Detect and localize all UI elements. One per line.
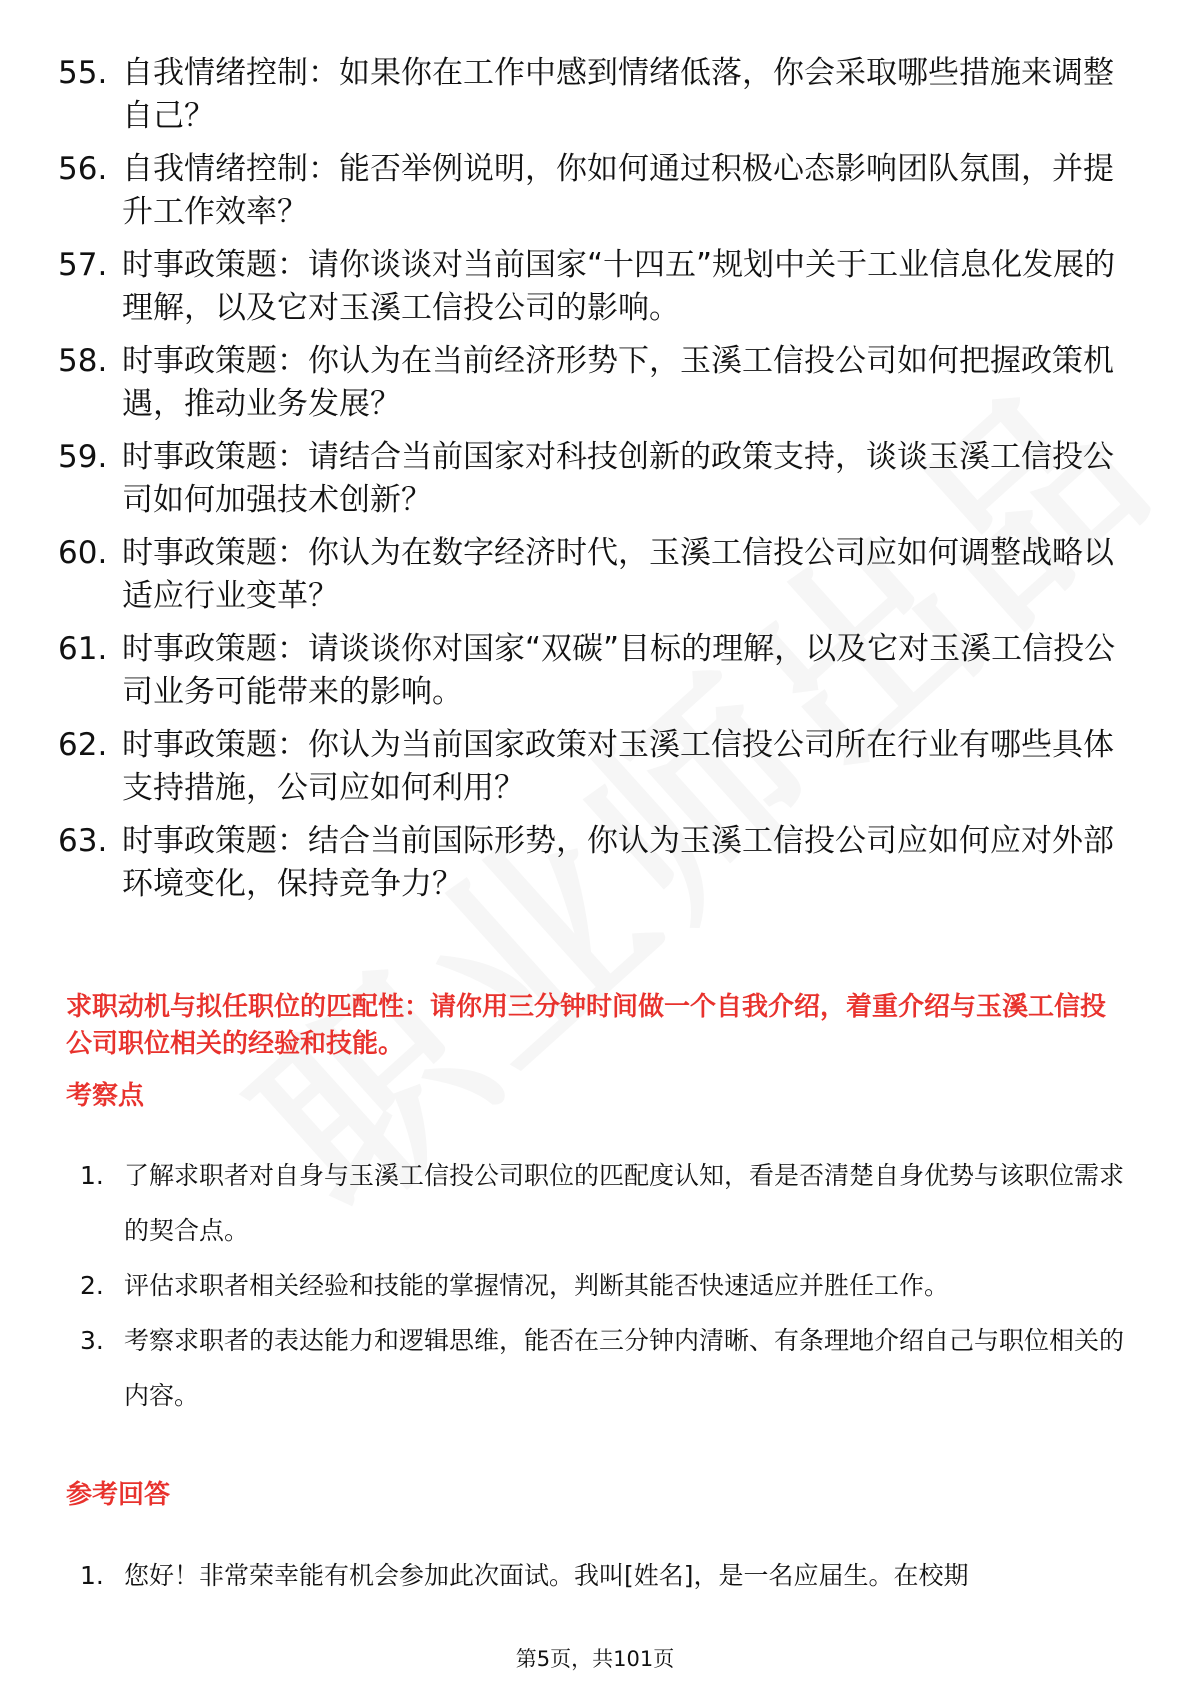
point-number: 3.	[80, 1326, 104, 1355]
list-item	[80, 1148, 1130, 1258]
list-item	[58, 244, 1138, 330]
answer-heading: 参考回答	[66, 1480, 171, 1510]
list-item	[58, 340, 1138, 426]
answer-text: 您好！非常荣幸能有机会参加此次面试。我叫[姓名]，是一名应届生。在校期	[124, 1561, 969, 1590]
section-title: 求职动机与拟任职位的匹配性：请你用三分钟时间做一个自我介绍，着重介绍与玉溪工信投公司职位相关的经验和技能。	[66, 992, 1107, 1059]
list-item	[80, 1313, 1130, 1423]
page-footer: 第5页，共101页	[515, 1647, 675, 1671]
question-list	[58, 52, 1138, 916]
list-item	[58, 148, 1138, 234]
question-text: 时事政策题：请结合当前国家对科技创新的政策支持，谈谈玉溪工信投公司如何加强技术创新？	[122, 439, 1114, 518]
question-text: 时事政策题：你认为在当前经济形势下，玉溪工信投公司如何把握政策机遇，推动业务发展？	[122, 343, 1114, 422]
question-number: 58.	[58, 343, 108, 379]
reference-answer-list	[80, 1548, 1130, 1603]
question-text: 自我情绪控制：能否举例说明，你如何通过积极心态影响团队氛围，并提升工作效率？	[122, 151, 1114, 230]
point-text: 评估求职者相关经验和技能的掌握情况，判断其能否快速适应并胜任工作。	[124, 1271, 950, 1300]
question-text: 自我情绪控制：如果你在工作中感到情绪低落，你会采取哪些措施来调整自己？	[122, 55, 1114, 134]
list-item	[58, 724, 1138, 810]
question-number: 61.	[58, 631, 108, 667]
point-number: 1.	[80, 1161, 104, 1190]
question-text: 时事政策题：请你谈谈对当前国家“十四五”规划中关于工业信息化发展的理解，以及它对玉溪工信投公司的影响。	[122, 247, 1116, 326]
list-item	[58, 52, 1138, 138]
question-text: 时事政策题：你认为在数字经济时代，玉溪工信投公司应如何调整战略以适应行业变革？	[122, 535, 1114, 614]
question-text: 时事政策题：你认为当前国家政策对玉溪工信投公司所在行业有哪些具体支持措施，公司应如何利用？	[122, 727, 1114, 806]
question-number: 62.	[58, 727, 108, 763]
answer-number: 1.	[80, 1561, 104, 1590]
point-text: 考察求职者的表达能力和逻辑思维，能否在三分钟内清晰、有条理地介绍自己与职位相关的内容。	[124, 1326, 1125, 1410]
list-item	[80, 1548, 1130, 1603]
question-number: 59.	[58, 439, 108, 475]
question-number: 60.	[58, 535, 108, 571]
question-number: 55.	[58, 55, 108, 91]
list-item	[58, 532, 1138, 618]
question-text: 时事政策题：请谈谈你对国家“双碳”目标的理解，以及它对玉溪工信投公司业务可能带来的影响。	[122, 631, 1116, 710]
list-item	[58, 820, 1138, 906]
question-number: 56.	[58, 151, 108, 187]
list-item	[58, 436, 1138, 522]
assessment-points-list	[80, 1148, 1130, 1423]
list-item	[80, 1258, 1130, 1313]
question-number: 63.	[58, 823, 108, 859]
point-text: 了解求职者对自身与玉溪工信投公司职位的匹配度认知，看是否清楚自身优势与该职位需求的契合点。	[124, 1161, 1125, 1245]
points-heading: 考察点	[66, 1081, 145, 1111]
point-number: 2.	[80, 1271, 104, 1300]
question-text: 时事政策题：结合当前国际形势，你认为玉溪工信投公司应如何应对外部环境变化，保持竞争力？	[122, 823, 1114, 902]
list-item	[58, 628, 1138, 714]
question-number: 57.	[58, 247, 108, 283]
